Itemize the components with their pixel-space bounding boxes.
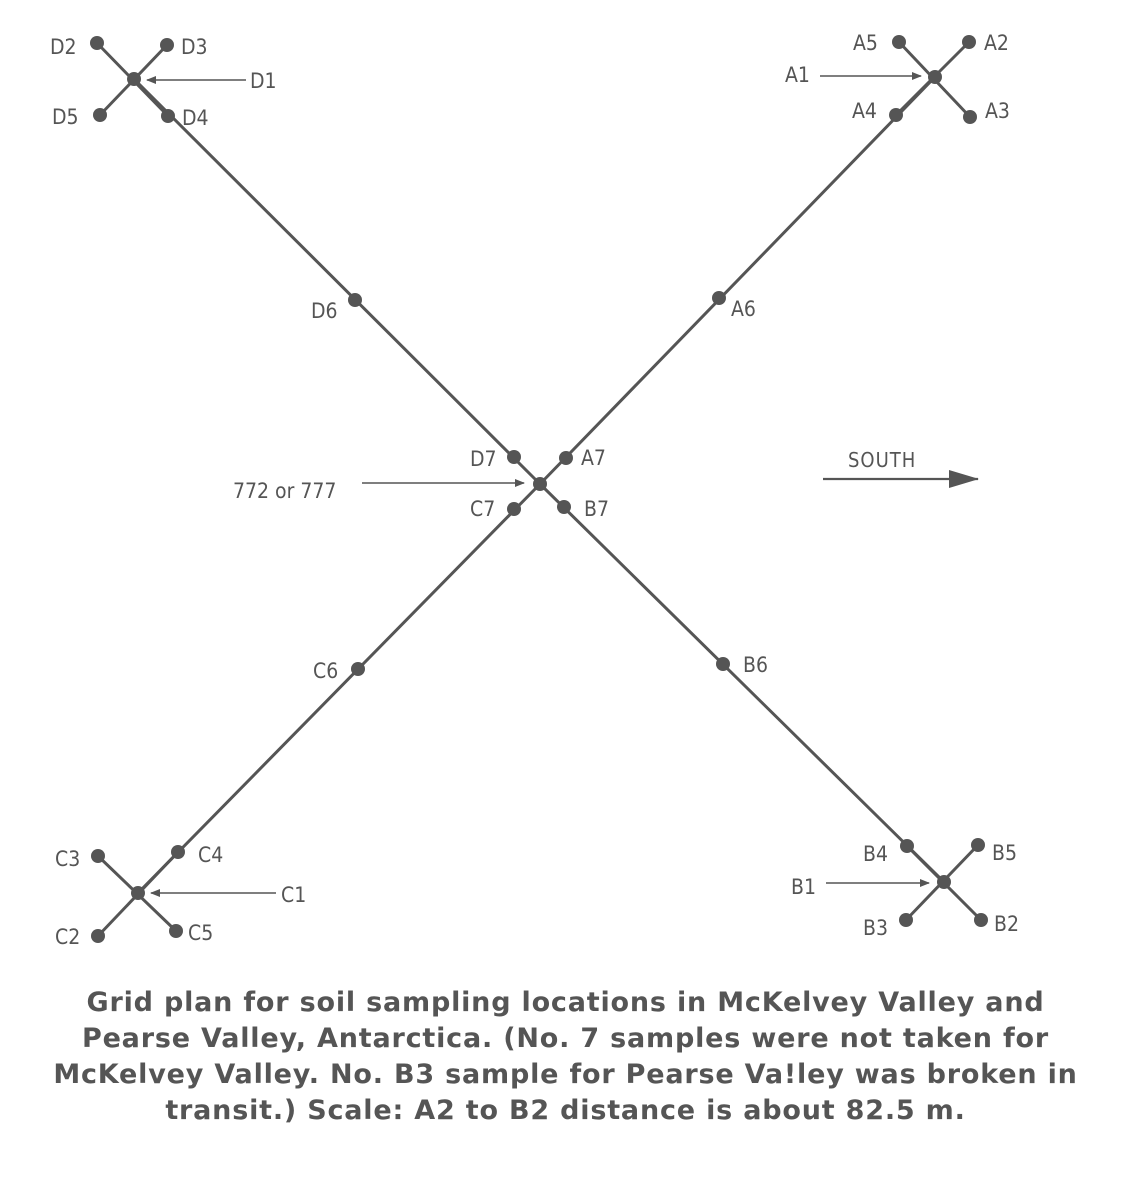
transect-line-d — [134, 79, 540, 484]
sample-point-a1 — [928, 70, 942, 84]
sample-point-b4 — [900, 839, 914, 853]
label-d4: D4 — [182, 106, 209, 130]
sample-point-a6 — [712, 291, 726, 305]
label-a6: A6 — [731, 297, 756, 321]
label-b3: B3 — [863, 916, 888, 940]
sample-point-d5 — [93, 108, 107, 122]
center-label: 772 or 777 — [233, 479, 337, 503]
label-a7: A7 — [581, 446, 606, 470]
sample-point-d3 — [160, 38, 174, 52]
sample-point-b7 — [557, 500, 571, 514]
sample-point-a5 — [892, 35, 906, 49]
sample-point-c2 — [91, 929, 105, 943]
transect-line-b — [540, 484, 944, 882]
label-b1: B1 — [791, 875, 816, 899]
sample-point-c5 — [169, 924, 183, 938]
sample-point-d6 — [348, 293, 362, 307]
sample-point-c4 — [171, 845, 185, 859]
label-b2: B2 — [994, 912, 1019, 936]
label-c7: C7 — [470, 497, 496, 521]
transect-line-a — [540, 77, 935, 484]
sample-point-d1 — [127, 72, 141, 86]
label-d1: D1 — [250, 69, 277, 93]
label-b5: B5 — [992, 841, 1017, 865]
label-c1: C1 — [281, 883, 307, 907]
label-a2: A2 — [984, 31, 1009, 55]
label-d3: D3 — [181, 35, 208, 59]
sample-point-b1 — [937, 875, 951, 889]
sample-point-c1 — [131, 886, 145, 900]
sample-point-b6 — [716, 657, 730, 671]
transect-line-c — [138, 484, 540, 893]
caption-line: Pearse Valley, Antarctica. (No. 7 samples were not taken for — [81, 1023, 1050, 1054]
sample-point-b2 — [974, 913, 988, 927]
sample-point-d7 — [507, 450, 521, 464]
caption-line: McKelvey Valley. No. B3 sample for Pearse Va!ley was broken in — [53, 1059, 1078, 1090]
label-c3: C3 — [55, 847, 81, 871]
sample-point-c6 — [351, 662, 365, 676]
sample-point-b3 — [899, 913, 913, 927]
sample-point-d2 — [90, 36, 104, 50]
figure-caption — [0, 985, 1131, 1129]
sample-point-a7 — [559, 451, 573, 465]
grid-center-point — [533, 477, 547, 491]
label-b7: B7 — [584, 497, 609, 521]
sample-point-a2 — [962, 35, 976, 49]
sample-point-c7 — [507, 502, 521, 516]
label-c5: C5 — [188, 921, 214, 945]
label-a1: A1 — [785, 63, 810, 87]
south-label: SOUTH — [848, 448, 917, 472]
label-c2: C2 — [55, 925, 81, 949]
caption-line: Grid plan for soil sampling locations in McKelvey Valley and — [86, 987, 1045, 1018]
label-a4: A4 — [852, 99, 877, 123]
label-c4: C4 — [198, 843, 224, 867]
label-a3: A3 — [985, 99, 1010, 123]
label-b4: B4 — [863, 842, 888, 866]
label-d5: D5 — [52, 105, 79, 129]
label-a5: A5 — [853, 31, 878, 55]
sample-point-d4 — [161, 109, 175, 123]
label-b6: B6 — [743, 653, 768, 677]
label-d6: D6 — [311, 299, 338, 323]
sample-point-a4 — [889, 108, 903, 122]
label-d2: D2 — [50, 35, 77, 59]
sample-point-b5 — [971, 838, 985, 852]
sample-point-a3 — [963, 110, 977, 124]
label-c6: C6 — [313, 659, 339, 683]
sample-point-c3 — [91, 849, 105, 863]
label-d7: D7 — [470, 447, 497, 471]
caption-line: transit.) Scale: A2 to B2 distance is about 82.5 m. — [165, 1095, 966, 1126]
